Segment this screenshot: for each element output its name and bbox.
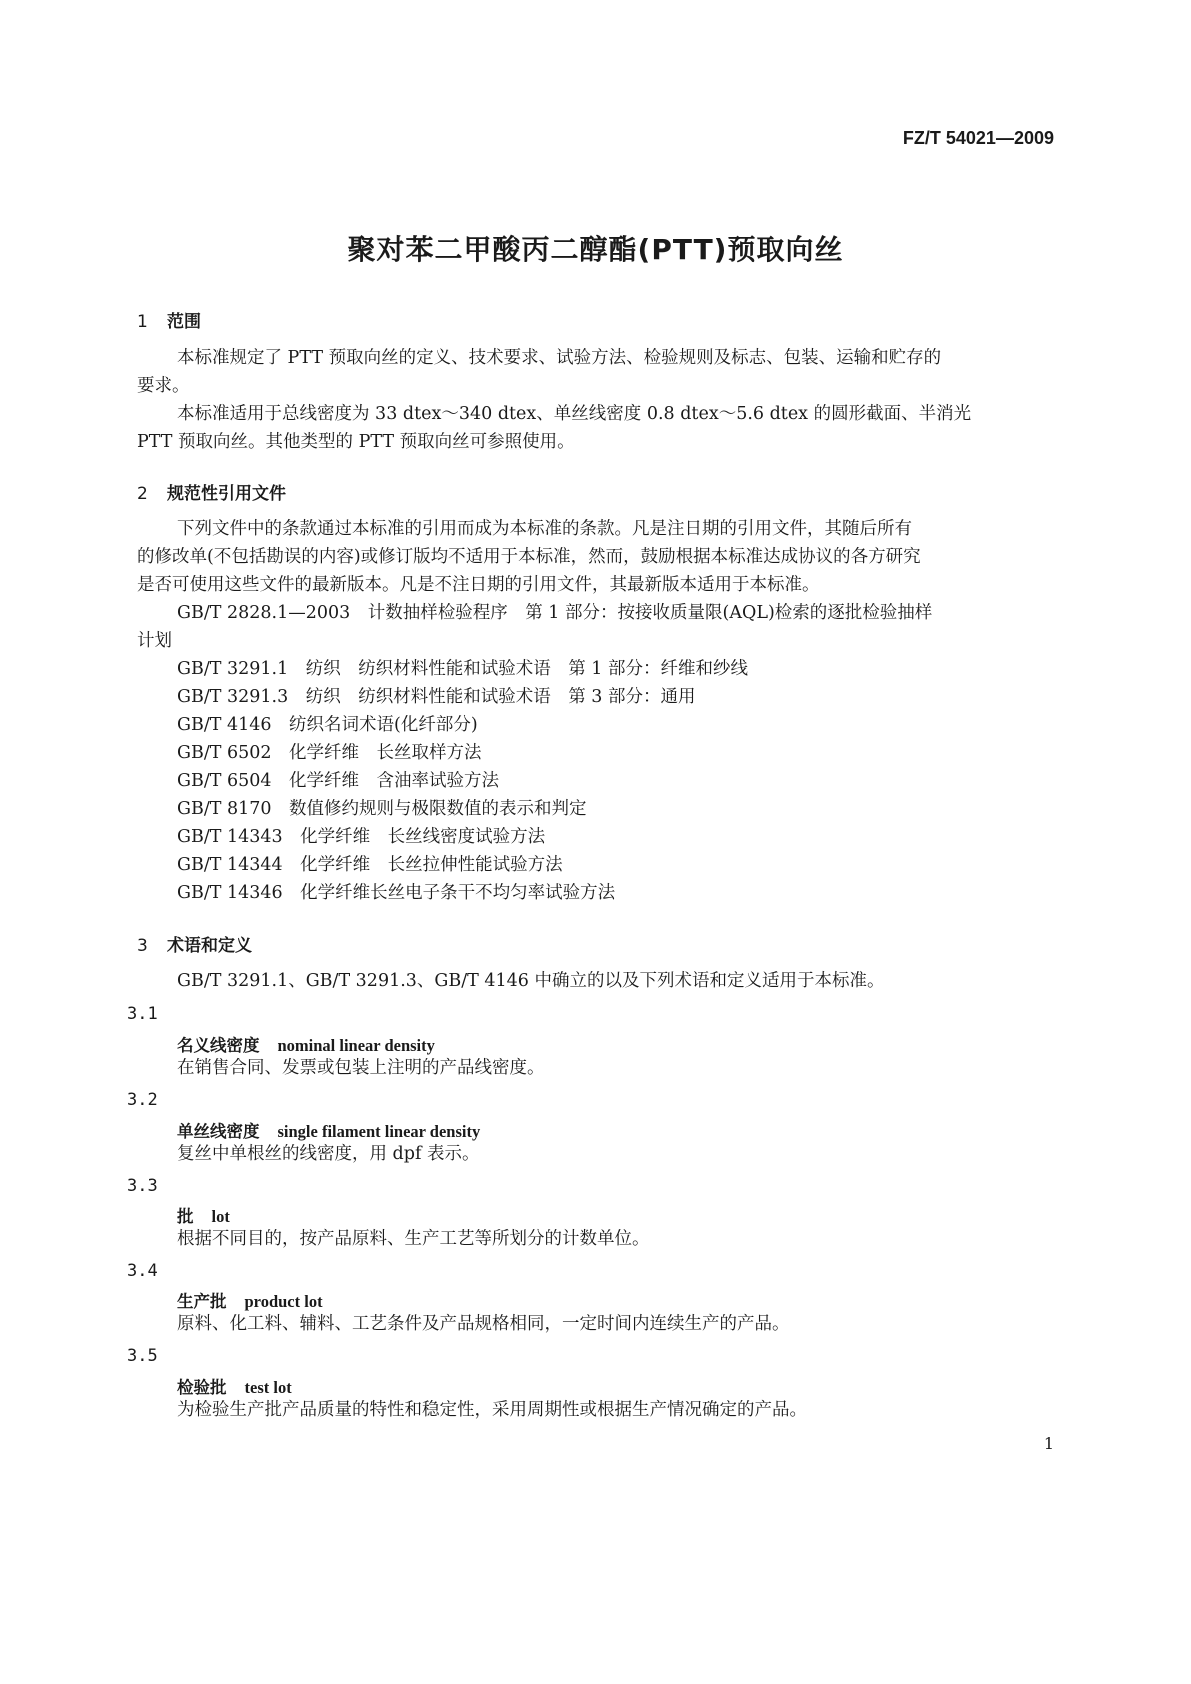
page-number: 1 [1043, 1434, 1054, 1453]
scope-para-2-line-1: 本标准适用于总线密度为 33 dtex～340 dtex、单丝线密度 0.8 dtex～5.6 dtex 的圆形截面、半消光 [177, 404, 972, 424]
reference-title: 数值修约规则与极限数值的表示和判定 [289, 799, 587, 819]
term-heading [177, 1374, 292, 1398]
scope-para-2-line-2: PTT 预取向丝。其他类型的 PTT 预取向丝可参照使用。 [137, 432, 575, 452]
reference-code: GB/T 4146 [177, 715, 272, 735]
reference-code: GB/T 6504 [177, 771, 272, 791]
term-zh: 单丝线密度 [177, 1122, 260, 1141]
scope-para-1-line-1: 本标准规定了 PTT 预取向丝的定义、技术要求、试验方法、检验规则及标志、包装、运输和贮存的 [177, 348, 942, 368]
reference-item [177, 661, 748, 679]
reference-title: 化学纤维 长丝取样方法 [289, 743, 482, 763]
reference-title: 纺织 纺织材料性能和试验术语 第 1 部分：纤维和纱线 [305, 659, 748, 679]
term-number: 3.1 [127, 1004, 158, 1024]
reference-code: GB/T 8170 [177, 799, 272, 819]
reference-title: 化学纤维 长丝拉伸性能试验方法 [300, 855, 563, 875]
section-title: 规范性引用文件 [167, 484, 286, 504]
reference-title: 纺织 纺织材料性能和试验术语 第 3 部分：通用 [305, 687, 696, 707]
reference-code: GB/T 3291.1 [177, 659, 289, 679]
term-definition: 在销售合同、发票或包装上注明的产品线密度。 [177, 1058, 545, 1078]
term-number: 3.4 [127, 1261, 158, 1281]
section-2-heading [137, 479, 286, 504]
term-zh: 名义线密度 [177, 1036, 260, 1055]
term-en: test lot [244, 1378, 292, 1397]
reference-title: 纺织名词术语(化纤部分) [289, 715, 478, 735]
section-title: 术语和定义 [167, 936, 252, 956]
reference-item [177, 605, 932, 623]
term-number: 3.3 [127, 1176, 158, 1196]
document-title: 聚对苯二甲酸丙二醇酯(PTT)预取向丝 [347, 233, 844, 266]
term-en: single filament linear density [277, 1122, 481, 1141]
term-definition: 根据不同目的，按产品原料、生产工艺等所划分的计数单位。 [177, 1229, 650, 1249]
term-en: nominal linear density [277, 1036, 435, 1055]
section-number: 1 [137, 312, 148, 332]
reference-title: 计数抽样检验程序 第 1 部分：按接收质量限(AQL)检索的逐批检验抽样 [367, 603, 933, 623]
reference-code: GB/T 3291.3 [177, 687, 289, 707]
reference-code: GB/T 14346 [177, 883, 283, 903]
section-1-heading [137, 307, 201, 332]
section-title: 范围 [167, 312, 201, 332]
term-zh: 检验批 [177, 1378, 227, 1397]
term-heading [177, 1203, 230, 1227]
reference-code: GB/T 2828.1—2003 [177, 603, 351, 623]
reference-item [177, 773, 499, 791]
terms-intro: GB/T 3291.1、GB/T 3291.3、GB/T 4146 中确立的以及下列术语和定义适用于本标准。 [177, 971, 885, 991]
reference-item [177, 801, 587, 819]
reference-title: 化学纤维 含油率试验方法 [289, 771, 500, 791]
term-zh: 生产批 [177, 1292, 227, 1311]
reference-item [177, 717, 478, 735]
term-heading [177, 1288, 323, 1312]
term-number: 3.2 [127, 1090, 158, 1110]
term-en: lot [211, 1207, 230, 1226]
refs-intro-line-3: 是否可使用这些文件的最新版本。凡是不注日期的引用文件，其最新版本适用于本标准。 [137, 575, 820, 595]
reference-code: GB/T 6502 [177, 743, 272, 763]
reference-code: GB/T 14344 [177, 855, 283, 875]
term-definition: 原料、化工料、辅料、工艺条件及产品规格相同，一定时间内连续生产的产品。 [177, 1314, 790, 1334]
scope-para-1-line-2: 要求。 [137, 376, 190, 396]
reference-title: 化学纤维 长丝线密度试验方法 [300, 827, 546, 847]
refs-intro-line-1: 下列文件中的条款通过本标准的引用而成为本标准的条款。凡是注日期的引用文件，其随后所有 [177, 519, 912, 539]
standard-code: FZ/T 54021—2009 [902, 128, 1054, 148]
reference-item [177, 689, 695, 707]
reference-code: GB/T 14343 [177, 827, 283, 847]
term-en: product lot [244, 1292, 323, 1311]
reference-title: 化学纤维长丝电子条干不均匀率试验方法 [300, 883, 616, 903]
term-definition: 为检验生产批产品质量的特性和稳定性，采用周期性或根据生产情况确定的产品。 [177, 1400, 807, 1420]
section-3-heading [137, 931, 252, 956]
reference-title-continued: 计划 [137, 631, 172, 651]
term-heading [177, 1032, 435, 1056]
section-number: 2 [137, 484, 148, 504]
refs-intro-line-2: 的修改单(不包括勘误的内容)或修订版均不适用于本标准，然而，鼓励根据本标准达成协议的各方研究 [137, 547, 921, 567]
reference-item [177, 857, 563, 875]
term-number: 3.5 [127, 1346, 158, 1366]
term-definition: 复丝中单根丝的线密度，用 dpf 表示。 [177, 1144, 480, 1164]
reference-item [177, 885, 615, 903]
reference-item [177, 745, 482, 763]
reference-item [177, 829, 545, 847]
term-heading [177, 1118, 480, 1142]
section-number: 3 [137, 936, 148, 956]
term-zh: 批 [177, 1207, 194, 1226]
